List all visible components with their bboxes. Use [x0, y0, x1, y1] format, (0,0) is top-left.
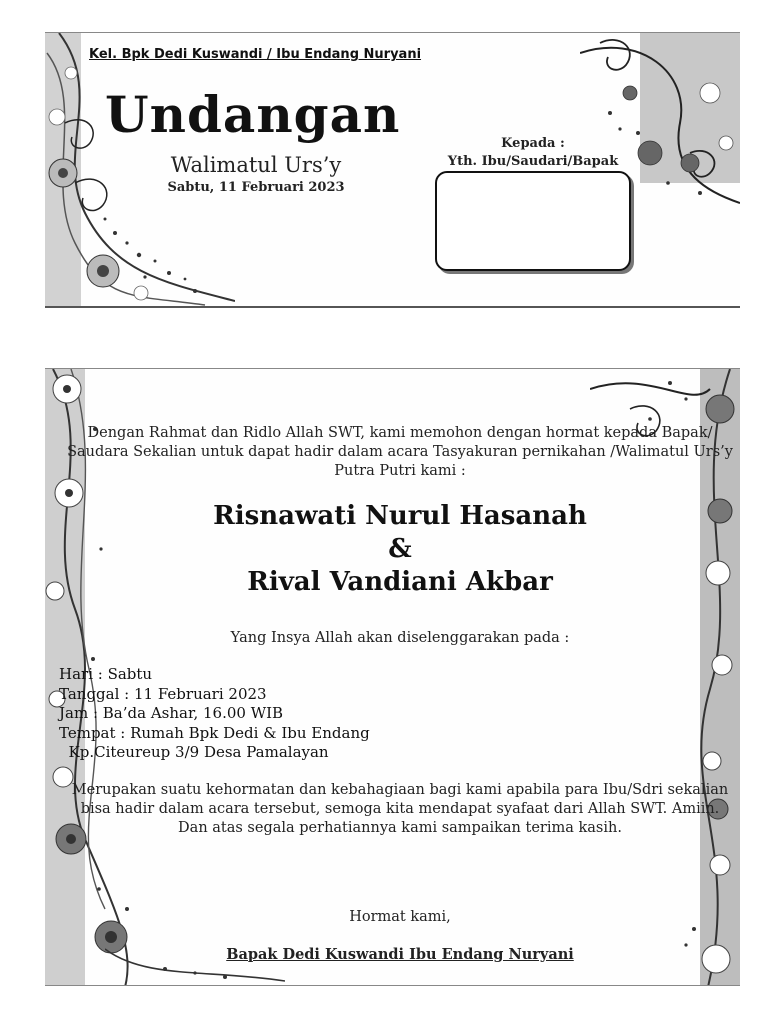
intro-line-2: Saudara Sekalian untuk dapat hadir dalam acara Tasyakuran pernikahan /Walimatul Urs’y — [67, 444, 733, 460]
signature: Bapak Dedi Kuswandi Ibu Endang Nuryani — [226, 946, 574, 963]
invitation-title: Undangan — [105, 85, 401, 144]
address-box — [435, 171, 631, 271]
closing-line-1: Merupakan suatu kehormatan dan kebahagiaan bagi kami apabila para Ibu/Sdri sekalian — [71, 782, 729, 798]
closing-line-2: bisa hadir dalam acara tersebut, semoga kita mendapat syafaat dari Allah SWT. Amiin. — [80, 801, 720, 817]
event-subtitle: Walimatul Urs’y — [170, 153, 342, 177]
closing-paragraph — [55, 781, 740, 838]
recipient-label — [445, 135, 621, 171]
detail-time: Jam : Ba’da Ashar, 16.00 WIB — [59, 704, 284, 722]
schedule-lead-in: Yang Insya Allah akan diselenggarakan pada : — [230, 630, 570, 646]
detail-day: Hari : Sabtu — [59, 665, 153, 683]
ampersand: & — [388, 534, 412, 564]
detail-address: Kp.Citeureup 3/9 Desa Pamalayan — [59, 743, 329, 761]
closing-line-3: Dan atas segala perhatiannya kami sampaikan terima kasih. — [178, 820, 622, 836]
groom-name: Rival Vandiani Akbar — [247, 567, 553, 597]
event-date: Sabtu, 11 Februari 2023 — [167, 180, 345, 195]
intro-paragraph — [55, 424, 740, 481]
event-details — [59, 665, 370, 763]
bride-name: Risnawati Nurul Hasanah — [213, 501, 587, 531]
invitation-card — [45, 368, 740, 986]
to-recipient: Yth. Ibu/Saudari/Bapak — [447, 154, 619, 169]
family-name-line: Kel. Bpk Dedi Kuswandi / Ibu Endang Nuryani — [89, 47, 422, 62]
regards: Hormat kami, — [349, 909, 451, 925]
to-label: Kepada : — [501, 136, 565, 151]
intro-line-3: Putra Putri kami : — [334, 463, 466, 479]
intro-line-1: Dengan Rahmat dan Ridlo Allah SWT, kami memohon dengan hormat kepada Bapak/ — [87, 425, 713, 441]
detail-date: Tanggal : 11 Februari 2023 — [59, 684, 267, 703]
detail-place: Tempat : Rumah Bpk Dedi & Ibu Endang — [59, 723, 370, 742]
envelope-card — [45, 32, 740, 308]
